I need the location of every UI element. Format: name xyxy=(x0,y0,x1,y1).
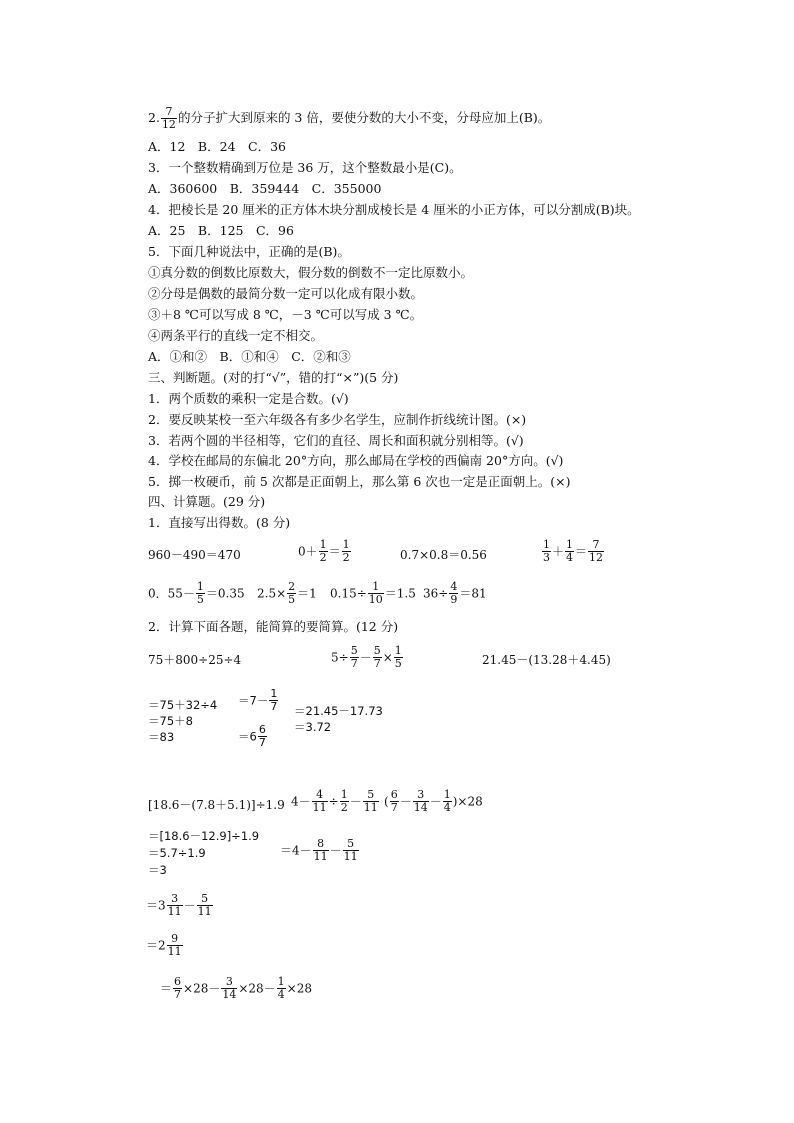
calc-b-step-1: ＝7－ $\frac{1}{7}$ xyxy=(238,687,278,713)
question-3: 3．一个整数精确到万位是 36 万，这个整数最小是(C)。 xyxy=(148,160,462,175)
calc-a-step-3: ＝83 xyxy=(148,730,175,744)
section-4-title: 四、计算题。(29 分) xyxy=(148,494,266,509)
fraction: $\frac{1}{4}$ xyxy=(277,975,285,1001)
question-number: 2. xyxy=(148,110,160,125)
calc-c-question: 21.45－(13.28＋4.45) xyxy=(482,653,611,667)
fraction: $\frac{1}{4}$ xyxy=(443,788,451,814)
judge-item-1: 1．两个质数的乘积一定是合数。(√) xyxy=(148,391,349,406)
subsection-2-title: 2．计算下面各题，能简算的要简算。(12 分) xyxy=(148,619,399,634)
calc-b-step-2: ＝6 $\frac{6}{7}$ xyxy=(238,723,266,749)
fraction: $\frac{1}{2}$ xyxy=(342,538,350,564)
direct-answer-g: 0.15÷ $\frac{1}{10}$ ＝1.5 xyxy=(330,580,416,606)
fraction: $\frac{1}{7}$ xyxy=(270,687,278,713)
calc-d-step-2: ＝5.7÷1.9 xyxy=(148,846,206,860)
fraction: $\frac{6}{7}$ xyxy=(174,975,182,1001)
direct-answer-f: 2.5× $\frac{2}{5}$ ＝1 xyxy=(257,580,317,606)
direct-answer-b: 0＋ $\frac{1}{2}$ ＝ $\frac{1}{2}$ xyxy=(298,538,350,564)
fraction: $\frac{1}{4}$ xyxy=(566,538,574,564)
direct-answer-a: 960－490＝470 xyxy=(148,548,241,562)
calc-e-step-3: ＝2 $\frac{9}{11}$ xyxy=(146,932,182,958)
question-2-options: A．12 B．24 C．36 xyxy=(148,139,286,154)
fraction: $\frac{4}{9}$ xyxy=(450,580,458,606)
calc-e-step-1: ＝4－ $\frac{8}{11}$ － $\frac{5}{11}$ xyxy=(280,837,358,863)
fraction: $\frac{7}{12}$ xyxy=(589,538,604,564)
fraction: $\frac{6}{7}$ xyxy=(258,723,266,749)
fraction: $\frac{5}{7}$ xyxy=(373,644,381,670)
question-4-options: A．25 B．125 C．96 xyxy=(148,223,294,238)
fraction: $\frac{6}{7}$ xyxy=(390,788,398,814)
fraction: $\frac{1}{5}$ xyxy=(394,644,402,670)
calc-a-step-2: ＝75＋8 xyxy=(148,714,193,728)
calc-d-step-1: ＝[18.6－12.9]÷1.9 xyxy=(148,829,260,843)
fraction: $\frac{5}{11}$ xyxy=(363,788,378,814)
section-3-title: 三、判断题。(对的打“√”，错的打“×”)(5 分) xyxy=(148,370,399,385)
question-5-options: A．①和② B．①和④ C．②和③ xyxy=(148,349,351,364)
statement-2: ②分母是偶数的最简分数一定可以化成有限小数。 xyxy=(148,286,424,301)
fraction: $\frac{4}{11}$ xyxy=(312,788,327,814)
direct-answer-d: $\frac{1}{3}$ ＋ $\frac{1}{4}$ ＝ $\frac{7}{12}$ xyxy=(543,538,604,564)
judge-item-2: 2．要反映某校一至六年级各有多少名学生，应制作折线统计图。(×) xyxy=(148,412,527,427)
calc-e-question: 4－ $\frac{4}{11}$ ÷ $\frac{1}{2}$ － $\frac{5}{11}$ xyxy=(291,788,378,814)
fraction: $\frac{3}{11}$ xyxy=(167,892,182,918)
calc-e-step-2: ＝3 $\frac{3}{11}$ － $\frac{5}{11}$ xyxy=(146,892,212,918)
calc-d-step-3: ＝3 xyxy=(148,863,167,877)
fraction: $\frac{1}{3}$ xyxy=(543,538,550,564)
subsection-1-title: 1．直接写出得数。(8 分) xyxy=(148,515,291,530)
fraction: $\frac{2}{5}$ xyxy=(288,580,296,606)
direct-answer-h: 36÷ $\frac{4}{9}$ ＝81 xyxy=(423,580,487,606)
question-2 xyxy=(148,106,550,131)
judge-item-4: 4．学校在邮局的东偏北 20°方向，那么邮局在学校的西偏南 20°方向。(√) xyxy=(148,453,564,468)
question-text: 的分子扩大到原来的 3 倍，要使分数的大小不变，分母应加上(B)。 xyxy=(177,110,551,125)
fraction: $\frac{9}{11}$ xyxy=(167,932,182,958)
question-4: 4．把棱长是 20 厘米的正方体木块分割成棱长是 4 厘米的小正方体，可以分割成(B)块。 xyxy=(148,202,640,217)
fraction: $\frac{1}{2}$ xyxy=(340,788,348,814)
calc-d-question: [18.6－(7.8＋5.1)]÷1.9 xyxy=(148,798,285,812)
statement-3: ③＋8 ℃可以写成 8 ℃，－3 ℃可以写成 3 ℃。 xyxy=(148,307,423,322)
calc-c-step-1: ＝21.45－17.73 xyxy=(294,704,383,718)
fraction: $\frac{1}{10}$ xyxy=(368,580,383,606)
question-3-options: A．360600 B．359444 C．355000 xyxy=(148,181,382,196)
fraction: $\frac{3}{14}$ xyxy=(222,975,237,1001)
calc-c-step-2: ＝3.72 xyxy=(294,720,332,734)
judge-item-3: 3．若两个圆的半径相等，它们的直径、周长和面积就分别相等。(√) xyxy=(148,433,524,448)
statement-1: ①真分数的倒数比原数大，假分数的倒数不一定比原数小。 xyxy=(148,265,474,280)
direct-answer-e: 0．55－ $\frac{1}{5}$ ＝0.35 xyxy=(148,580,245,606)
fraction: $\frac{3}{14}$ xyxy=(413,788,428,814)
calc-a-step-1: ＝75＋32÷4 xyxy=(148,698,218,712)
direct-answer-c: 0.7×0.8＝0.56 xyxy=(400,548,487,562)
fraction: $\frac{5}{11}$ xyxy=(343,837,358,863)
fraction: $\frac{5}{11}$ xyxy=(197,892,212,918)
calc-a-question: 75＋800÷25÷4 xyxy=(148,653,242,667)
statement-4: ④两条平行的直线一定不相交。 xyxy=(148,328,324,343)
question-5: 5．下面几种说法中，正确的是(B)。 xyxy=(148,244,350,259)
calc-f-step-1: ＝ $\frac{6}{7}$ ×28－ $\frac{3}{14}$ ×28－ $\frac{1}{4}$ ×28 xyxy=(160,975,312,1001)
fraction: $\frac{1}{2}$ xyxy=(319,538,327,564)
fraction: $\frac{1}{5}$ xyxy=(196,580,204,606)
fraction: $\frac{5}{7}$ xyxy=(350,644,358,670)
judge-item-5: 5．掷一枚硬币，前 5 次都是正面朝上，那么第 6 次也一定是正面朝上。(×) xyxy=(148,474,571,489)
fraction: $\frac{8}{11}$ xyxy=(313,837,328,863)
calc-b-question: 5÷ $\frac{5}{7}$ － $\frac{5}{7}$ × $\frac{1}{5}$ xyxy=(331,644,402,670)
fraction: $\frac{7}{12}$ xyxy=(161,105,176,131)
calc-f-question: ( $\frac{6}{7}$ － $\frac{3}{14}$ － $\frac{1}{4}$ )×28 xyxy=(384,788,483,814)
